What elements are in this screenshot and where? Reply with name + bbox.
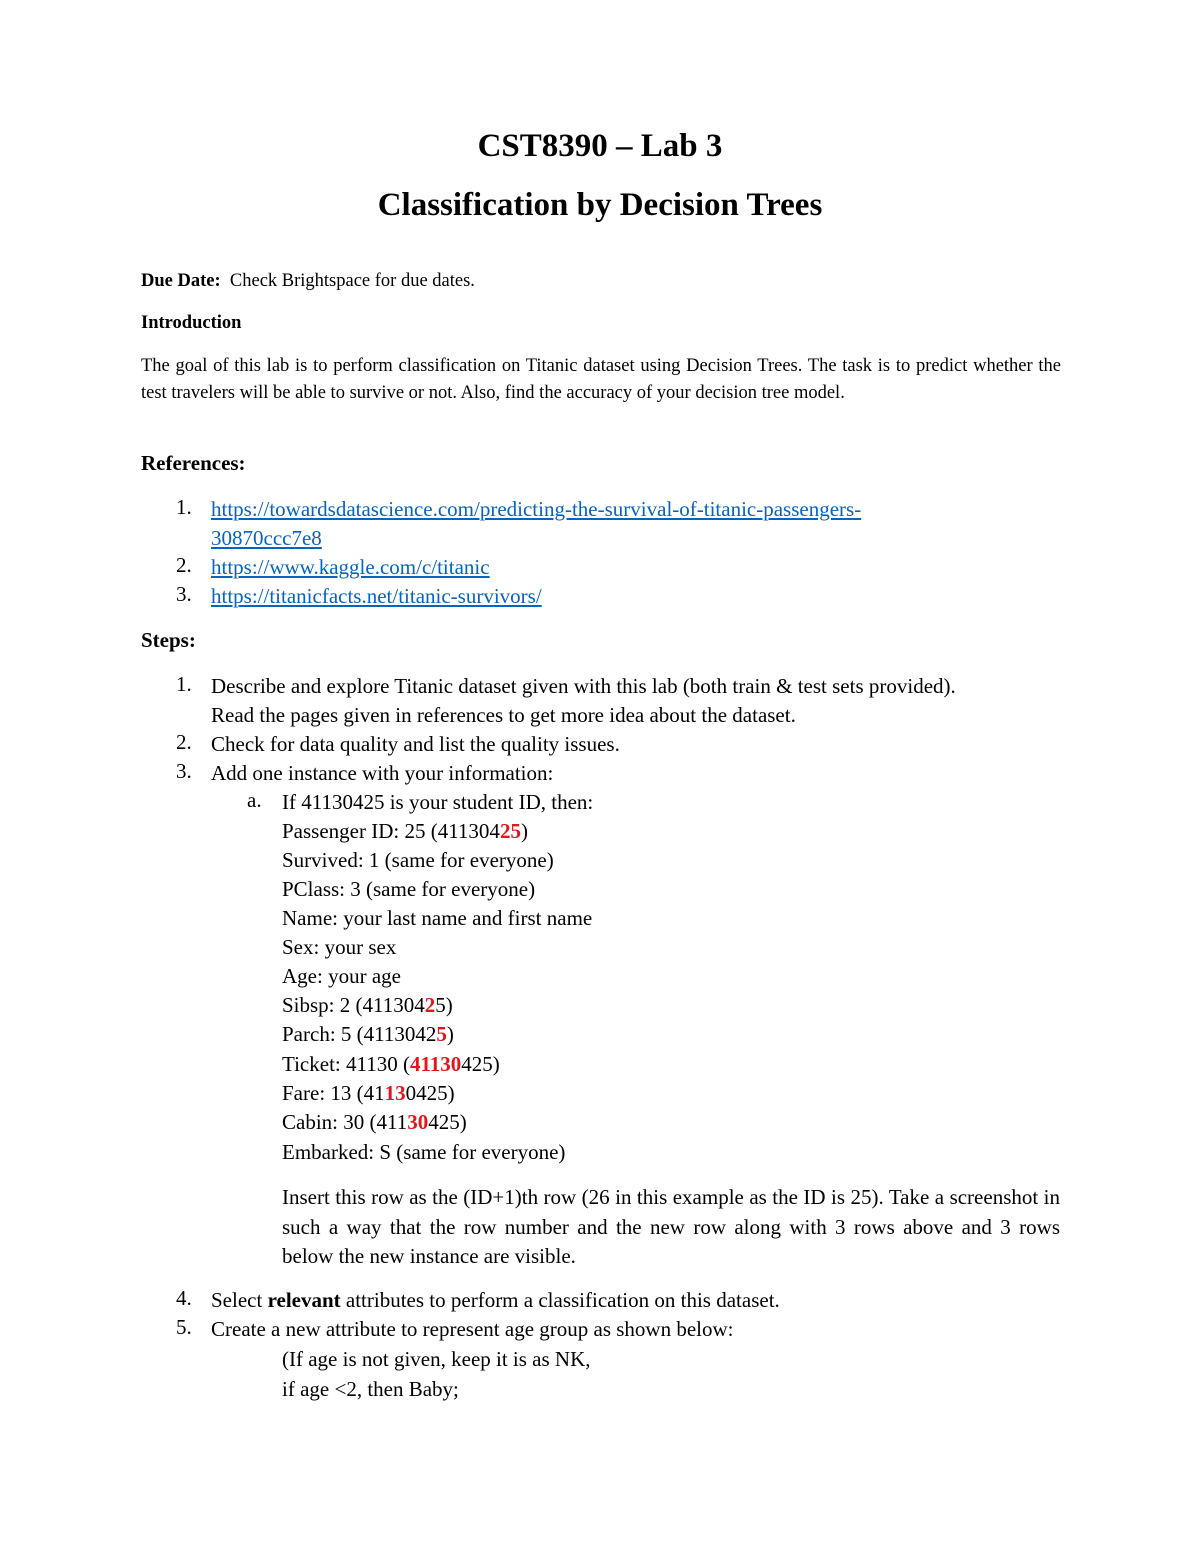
step-number: 3. [176,759,192,783]
reference-link-3[interactable] [211,582,542,611]
field-text: Ticket: 41130 ( [282,1052,410,1076]
field-text: 425) [461,1052,500,1076]
reference-number: 2. [176,553,192,577]
field-age: Age: your age [282,964,401,988]
field-text: 0425) [405,1081,455,1105]
field-text: ) [520,819,528,843]
due-date-text: Check Brightspace for due dates. [229,271,475,291]
reference-link-2-text[interactable]: https://www.kaggle.com/c/titanic [211,555,490,579]
field-text: Passenger ID: 25 (411304 [282,819,500,843]
field-passenger-id [282,817,528,846]
field-text: ) [446,1022,454,1046]
field-embarked: Embarked: S (same for everyone) [282,1140,566,1164]
field-cabin [282,1108,467,1137]
step-4-text: Select [211,1288,268,1312]
step-4-text: attributes to perform a classification on this dataset. [340,1288,780,1312]
step-5: Create a new attribute to represent age group as shown below: [211,1317,734,1341]
sub-step-letter: a. [247,788,262,812]
step-1-line2: Read the pages given in references to get more idea about the dataset. [211,703,796,727]
field-highlight: 30 [407,1110,429,1134]
field-parch [282,1020,454,1049]
due-date-label: Due Date: [141,271,221,291]
sub-step-intro: If 41130425 is your student ID, then: [282,790,594,814]
field-text: 425) [428,1110,467,1134]
step-2: Check for data quality and list the quality issues. [211,732,620,756]
field-name: Name: your last name and first name [282,906,593,930]
step-3: Add one instance with your information: [211,761,554,785]
field-ticket [282,1050,500,1079]
introduction-heading: Introduction [141,313,242,333]
field-text: Fare: 13 (41 [282,1081,385,1105]
reference-link-1-line2[interactable]: 30870ccc7e8 [211,526,322,550]
step-number: 1. [176,672,192,696]
field-highlight: 2 [424,993,436,1017]
due-date-line [141,271,475,292]
steps-heading: Steps: [141,628,196,652]
reference-number: 1. [176,495,192,519]
step-number: 4. [176,1286,192,1310]
reference-link-1-line1[interactable]: https://towardsdatascience.com/predicting-the-survival-of-titanic-passengers- [211,497,862,521]
insert-row-instructions: Insert this row as the (ID+1)th row (26 in this example as the ID is 25). Take a screenshot in such a way that the row number and the new row along with 3 rows above and 3 rows below the new instance are visible. [282,1185,1060,1268]
reference-link-1[interactable] [211,495,861,553]
field-highlight: 5 [436,1022,447,1046]
field-sex: Sex: your sex [282,935,397,959]
field-text: Cabin: 30 (411 [282,1110,408,1134]
field-highlight: 13 [384,1081,406,1105]
reference-number: 3. [176,582,192,606]
age-rule-line: (If age is not given, keep it is as NK, [282,1347,591,1371]
introduction-text: The goal of this lab is to perform classification on Titanic dataset using Decision Trees. The task is to predict whether the test travelers will be able to survive or not. Also, find the accuracy of your decision tree model. [141,356,1061,403]
step-4-bold: relevant [267,1288,341,1312]
reference-link-3-text[interactable]: https://titanicfacts.net/titanic-survivors/ [211,584,542,608]
field-text: 5) [435,993,453,1017]
field-pclass: PClass: 3 (same for everyone) [282,877,536,901]
field-fare [282,1079,455,1108]
document-title: CST8390 – Lab 3 [477,128,723,164]
field-highlight: 41130 [409,1052,462,1076]
age-rule-line: if age <2, then Baby; [282,1377,459,1401]
step-number: 5. [176,1315,192,1339]
reference-link-2[interactable] [211,553,490,582]
step-number: 2. [176,730,192,754]
field-sibsp [282,991,453,1020]
field-survived: Survived: 1 (same for everyone) [282,848,554,872]
step-1 [211,672,1091,730]
step-1-line1: Describe and explore Titanic dataset given with this lab (both train & test sets provided). [211,674,956,698]
document-subtitle: Classification by Decision Trees [377,187,823,223]
field-highlight: 25 [499,819,521,843]
step-4 [211,1286,780,1315]
field-text: Parch: 5 (4113042 [282,1022,437,1046]
field-text: Sibsp: 2 (411304 [282,993,425,1017]
references-heading: References: [141,451,246,475]
